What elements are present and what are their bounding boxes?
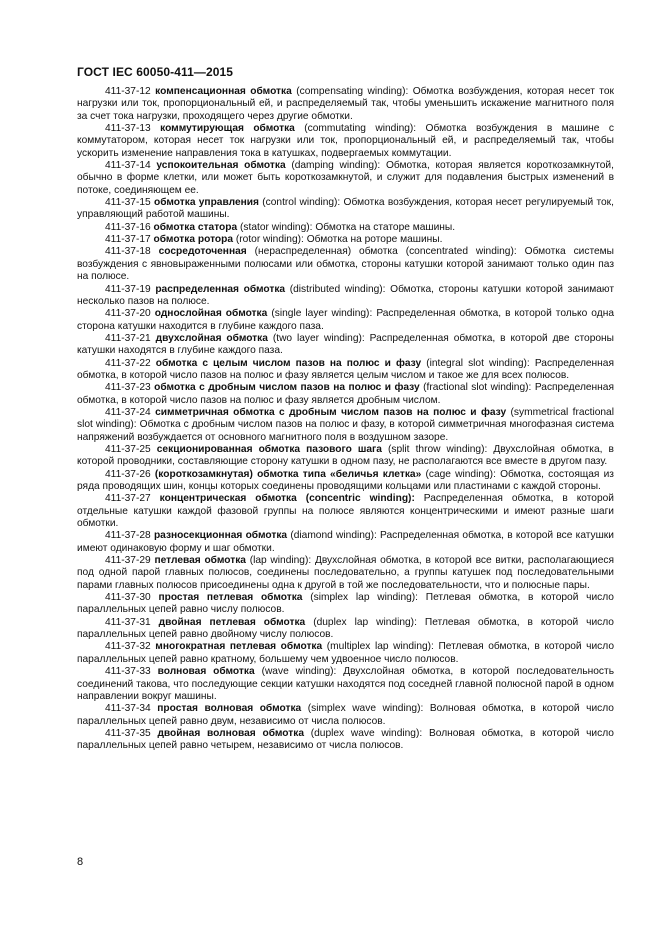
glossary-entry	[77, 407, 614, 444]
entry-term: двойная волновая обмотка	[157, 727, 304, 739]
glossary-entry	[77, 160, 614, 197]
glossary-entry	[77, 592, 614, 617]
glossary-entry	[77, 308, 614, 333]
entry-code: 411-37-25	[105, 443, 151, 455]
entry-code: 411-37-23	[105, 382, 151, 394]
glossary-body	[77, 86, 614, 753]
entry-code: 411-37-22	[105, 357, 151, 369]
entry-definition: Распределенная обмотка, в которой число пазов на полюс и фазу является дробным числом.	[77, 382, 614, 406]
entry-code: 411-37-30	[105, 592, 151, 604]
entry-term: однослойная обмотка	[154, 308, 268, 320]
entry-definition: Обмотка возбуждения в машине с коммутатором, которая несет ток нагрузки или ток, пропорциональный ей, и распределяемый так, чтобы ускорить изменение направления тока в катушках, подвергаемых коммутации.	[77, 123, 614, 159]
entry-code: 411-37-16	[105, 221, 151, 233]
glossary-entry	[77, 246, 614, 283]
entry-term: двухслойная обмотка	[155, 332, 268, 344]
entry-term: сосредоточенная	[158, 246, 247, 258]
entry-english: (wave winding):	[261, 666, 337, 678]
glossary-entry	[77, 197, 614, 222]
entry-english: (stator winding):	[240, 221, 313, 233]
entry-code: 411-37-27	[105, 493, 151, 505]
entry-definition: Обмотка на статоре машины.	[315, 221, 456, 233]
entry-term: коммутирующая обмотка	[160, 123, 295, 135]
entry-english: (symmetrical fractional slot winding):	[77, 406, 614, 431]
glossary-entry	[77, 123, 614, 160]
entry-code: 411-37-15	[105, 197, 151, 209]
entry-term: обмотка с дробным числом пазов на полюс и фазу	[154, 382, 420, 394]
entry-code: 411-37-28	[105, 530, 151, 542]
entry-term: обмотка ротора	[153, 234, 234, 246]
entry-term: секционированная обмотка пазового шага	[156, 443, 382, 455]
entry-definition: Обмотка возбуждения, которая несет ток нагрузки или ток, пропорциональный ей, и распределяемый так, чтобы уменьшить искажение магнитного поля за счет тока нагрузки, проходящего через другие обмотки.	[77, 86, 614, 122]
entry-english: (fractional slot winding):	[423, 382, 532, 394]
entry-code: 411-37-31	[105, 616, 151, 628]
entry-code: 411-37-19	[105, 283, 151, 295]
entry-term: обмотка с целым числом пазов на полюс и фазу	[155, 357, 422, 369]
entry-code: 411-37-26	[105, 468, 151, 480]
entry-english: (single layer winding):	[271, 308, 373, 320]
entry-english: (lap winding):	[249, 555, 312, 567]
entry-english: (split throw winding):	[388, 443, 488, 455]
entry-definition: Петлевая обмотка, в которой число параллельных цепей равно кратному, большему чем удвоенное число полюсов.	[77, 641, 614, 665]
entry-definition: Волновая обмотка, в которой число параллельных цепей равно четырем, независимо от числа полюсов.	[77, 727, 614, 752]
entry-term: двойная петлевая обмотка	[158, 616, 306, 628]
glossary-entry	[77, 493, 614, 530]
entry-english: (multiplex lap winding):	[326, 641, 434, 653]
glossary-entry	[77, 234, 614, 246]
entry-definition: Обмотка, стороны катушки которой занимают несколько пазов на полюсе.	[77, 283, 614, 307]
entry-english: (integral slot winding):	[426, 357, 530, 369]
entry-term: компенсационная обмотка	[155, 86, 292, 97]
entry-definition: Волновая обмотка, в которой число параллельных цепей равно двум, независимо от числа полюсов.	[77, 703, 614, 727]
glossary-entry	[77, 358, 614, 383]
entry-code: 411-37-35	[105, 727, 151, 739]
entry-term: простая петлевая обмотка	[158, 592, 303, 604]
entry-term: многократная петлевая обмотка	[155, 641, 323, 653]
glossary-entry	[77, 222, 614, 234]
document-header: ГОСТ IEC 60050-411—2015	[77, 65, 234, 79]
entry-english: (damping winding):	[291, 160, 381, 172]
entry-definition: Обмотка, состоящая из ряда проводящих шин, концы которых соединены проводящими кольцами или пластинами с каждой стороны.	[77, 468, 614, 492]
entry-term: волновая обмотка	[157, 666, 255, 678]
entry-definition: Двухслойная обмотка, в которой все витки, располагающиеся под одной парой главных полюсов, соединены последовательно, а группы катушек под последовательными парами главных полюсов присоединены одна к другой в той же последовательности, что и полюсные пары.	[77, 555, 614, 591]
glossary-entry	[77, 444, 614, 469]
entry-definition: Петлевая обмотка, в которой число параллельных цепей равно двойному числу полюсов.	[77, 616, 614, 641]
entry-code: 411-37-12	[105, 86, 151, 97]
glossary-entry	[77, 728, 614, 753]
entry-term: обмотка управления	[153, 197, 259, 209]
entry-code: 411-37-21	[105, 332, 151, 344]
entry-english: (distributed winding):	[289, 283, 386, 295]
entry-definition: Петлевая обмотка, в которой число параллельных цепей равно числу полюсов.	[77, 592, 614, 616]
glossary-entry	[77, 555, 614, 592]
entry-definition: Обмотка возбуждения, которая несет регулируемый ток, управляющий работой машины.	[77, 197, 614, 221]
entry-term: разносекционная обмотка	[153, 530, 288, 542]
entry-term: успокоительная обмотка	[156, 160, 286, 172]
entry-english: (simplex lap winding):	[310, 592, 418, 604]
glossary-entry	[77, 382, 614, 407]
page-number: 8	[77, 856, 84, 868]
glossary-entry	[77, 666, 614, 703]
entry-term: распределенная обмотка	[155, 283, 286, 295]
entry-english: (two layer winding):	[272, 332, 365, 344]
entry-code: 411-37-33	[105, 666, 151, 678]
glossary-entry	[77, 469, 614, 494]
entry-english: (rotor winding):	[235, 234, 304, 246]
entry-code: 411-37-13	[105, 123, 151, 135]
entry-definition: Двухслойная обмотка, в которой проводники, составляющие сторону катушки в одном пазу, не располагаются все вместе в другом пазу.	[77, 443, 614, 468]
entry-english: (diamond winding):	[290, 530, 377, 542]
entry-code: 411-37-14	[105, 160, 151, 172]
entry-term: обмотка статора	[153, 221, 238, 233]
glossary-entry	[77, 86, 614, 123]
entry-english: (commutating winding):	[304, 123, 417, 135]
entry-definition: Распределенная обмотка, в которой отдельные катушки каждой фазовой группы на полюсе являются концентрическими и имеют разные шаги обмотки.	[77, 493, 614, 530]
entry-definition: Распределенная обмотка, в которой все катушки имеют одинаковую форму и шаг обмотки.	[77, 530, 614, 554]
entry-code: 411-37-34	[105, 703, 151, 715]
entry-english: (cage winding):	[425, 468, 496, 480]
glossary-entry	[77, 641, 614, 666]
entry-definition: Распределенная обмотка, в которой число пазов на полюс и фазу является целым числом и такое же для всех полюсов.	[77, 357, 614, 381]
entry-term: концентрическая обмотка (concentric winding):	[159, 493, 415, 505]
entry-term: симметричная обмотка с дробным числом пазов на полюс и фазу	[155, 406, 507, 418]
entry-code: 411-37-20	[105, 308, 151, 320]
entry-term: простая волновая обмотка	[157, 703, 302, 715]
entry-code: 411-37-17	[105, 234, 151, 246]
glossary-entry	[77, 284, 614, 309]
entry-english: (duplex wave winding):	[310, 727, 423, 739]
glossary-entry	[77, 703, 614, 728]
entry-definition: Обмотка с дробным числом пазов на полюс и фазу, в которой симметричная многофазная система напряжений возбуждается от основного магнитного поля в воздушном зазоре.	[77, 419, 614, 443]
entry-code: 411-37-24	[105, 406, 151, 418]
entry-english: (нераспределенная) обмотка (concentrated winding):	[254, 246, 517, 258]
entry-english: (simplex wave winding):	[307, 703, 424, 715]
entry-definition: Двухслойная обмотка, в которой последовательность соединений такова, что последующие секции катушки находятся под соседней главной полюсной парой в одном направлении вокруг машины.	[77, 666, 614, 702]
glossary-entry	[77, 617, 614, 642]
entry-english: (compensating winding):	[296, 86, 409, 97]
entry-definition: Обмотка, которая является короткозамкнутой, обычно в форме клетки, или может быть короткозамкнутой, и служит для подавления быстрых изменений в потоке, соединяющем ее.	[77, 160, 614, 196]
entry-term: петлевая обмотка	[154, 555, 246, 567]
entry-definition: Обмотка системы возбуждения с явновыраженными полюсами или обмотка, стороны катушки которой занимают только один паз на полюсе.	[77, 246, 614, 283]
entry-definition: Распределенная обмотка, в которой только одна сторона катушки находится в глубине каждого паза.	[77, 308, 614, 332]
glossary-entry	[77, 333, 614, 358]
entry-code: 411-37-18	[105, 246, 151, 258]
entry-definition: Обмотка на роторе машины.	[306, 234, 443, 246]
entry-term: (короткозамкнутая) обмотка типа «беличья клетка»	[154, 468, 422, 480]
glossary-entry	[77, 530, 614, 555]
entry-definition: Распределенная обмотка, в которой две стороны катушки находятся в глубине каждого паза.	[77, 332, 614, 357]
entry-code: 411-37-29	[105, 555, 151, 567]
entry-english: (duplex lap winding):	[313, 616, 417, 628]
entry-english: (control winding):	[262, 197, 341, 209]
entry-code: 411-37-32	[105, 641, 151, 653]
